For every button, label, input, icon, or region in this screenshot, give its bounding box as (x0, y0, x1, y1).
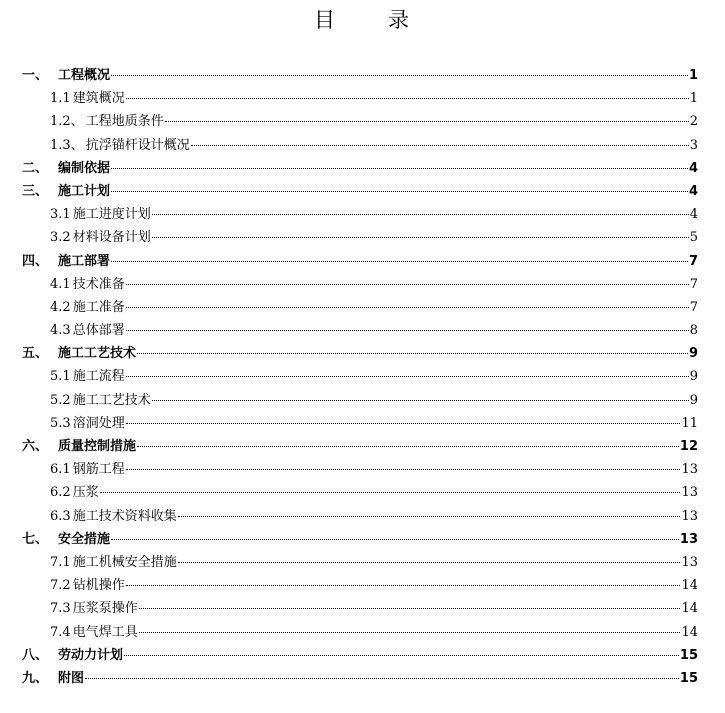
toc-entry-title: 施工工艺技术 (72, 392, 151, 408)
toc-entry-title: 施工进度计划 (72, 207, 151, 223)
toc-page-number: 4 (689, 207, 698, 223)
toc-chapter-entry[interactable] (22, 644, 698, 667)
toc-section-entry[interactable] (22, 574, 698, 597)
toc-dot-leader (126, 469, 681, 470)
toc-dot-leader (152, 400, 689, 401)
toc-page-number: 9 (688, 346, 698, 362)
toc-page-number: 4 (688, 183, 698, 199)
toc-dot-leader (178, 516, 681, 517)
toc-entry-number: 八、 (22, 647, 49, 663)
toc-entry-number: 九、 (22, 670, 49, 686)
toc-entry-number: 四、 (22, 253, 49, 269)
toc-dot-leader (152, 237, 689, 238)
toc-entry-title: 施工机械安全措施 (72, 554, 177, 570)
toc-entry-number: 1.3、 (50, 137, 84, 153)
toc-entry-number: 3.1 (50, 207, 71, 223)
toc-entry-number: 5.1 (50, 369, 71, 385)
toc-section-entry[interactable] (22, 296, 698, 319)
toc-page-number: 13 (681, 462, 698, 478)
toc-entry-number: 6.2 (50, 485, 71, 501)
toc-entry-title: 质量控制措施 (58, 439, 137, 454)
toc-chapter-entry[interactable] (22, 64, 698, 87)
toc-entry-title: 施工计划 (58, 183, 111, 199)
toc-section-entry[interactable] (22, 319, 698, 342)
toc-dot-leader (111, 539, 679, 540)
toc-dot-leader (100, 492, 681, 493)
toc-section-entry[interactable] (22, 273, 698, 296)
toc-dot-leader (111, 191, 688, 192)
toc-page-number: 14 (681, 601, 698, 617)
toc-entry-title: 压浆 (72, 485, 99, 501)
toc-dot-leader (139, 608, 681, 609)
toc-dot-leader (126, 284, 689, 285)
toc-page-number: 3 (689, 137, 698, 153)
toc-page-number: 13 (681, 554, 698, 570)
toc-entry-title: 压浆泵操作 (72, 601, 138, 617)
toc-entry-title: 施工工艺技术 (58, 346, 137, 362)
toc-page-number: 11 (681, 415, 698, 431)
toc-chapter-entry[interactable] (22, 180, 698, 203)
toc-entry-number: 1.1 (50, 91, 71, 107)
toc-entry-title: 电气焊工具 (72, 624, 138, 640)
toc-dot-leader (178, 562, 681, 563)
toc-entry-title: 劳动力计划 (58, 647, 124, 663)
toc-page-number: 9 (689, 392, 698, 408)
toc-entry-number: 一、 (22, 68, 49, 83)
toc-dot-leader (111, 168, 688, 169)
toc-dot-leader (191, 145, 689, 146)
toc-section-entry[interactable] (22, 365, 698, 388)
toc-entry-number: 7.2 (50, 578, 71, 594)
toc-entry-title: 施工流程 (72, 369, 125, 385)
toc-page-number: 8 (689, 323, 698, 339)
toc-page-number: 14 (681, 578, 698, 594)
toc-dot-leader (85, 678, 679, 679)
toc-section-entry[interactable] (22, 110, 698, 133)
toc-page-number: 14 (681, 624, 698, 640)
toc-chapter-entry[interactable] (22, 250, 698, 273)
toc-page-number: 7 (689, 276, 698, 292)
toc-entry-title: 工程地质条件 (85, 114, 164, 130)
toc-section-entry[interactable] (22, 412, 698, 435)
toc-section-entry[interactable] (22, 458, 698, 481)
toc-entry-title: 施工部署 (58, 253, 111, 269)
toc-page-number: 13 (681, 508, 698, 524)
toc-entry-number: 六、 (22, 439, 49, 454)
toc-page-number: 15 (679, 647, 698, 663)
toc-entry-number: 7.3 (50, 601, 71, 617)
toc-entry-number: 七、 (22, 531, 49, 547)
toc-page-number: 15 (679, 670, 698, 686)
toc-chapter-entry[interactable] (22, 435, 698, 458)
toc-entry-title: 附图 (58, 670, 85, 686)
toc-section-entry[interactable] (22, 621, 698, 644)
toc-title: 目 录 (314, 8, 425, 32)
toc-entry-number: 7.1 (50, 554, 71, 570)
toc-entry-number: 三、 (22, 183, 49, 199)
toc-entry-title: 建筑概况 (72, 91, 125, 107)
toc-entry-number: 1.2、 (50, 114, 84, 130)
toc-section-entry[interactable] (22, 87, 698, 110)
toc-dot-leader (126, 98, 689, 99)
toc-dot-leader (139, 632, 681, 633)
toc-entry-title: 工程概况 (58, 68, 111, 83)
toc-entry-number: 二、 (22, 160, 49, 176)
toc-page-number: 13 (679, 531, 698, 547)
toc-chapter-entry[interactable] (22, 528, 698, 551)
toc-page-number: 9 (689, 369, 698, 385)
toc-dot-leader (126, 307, 689, 308)
toc-entry-title: 抗浮锚杆设计概况 (85, 137, 190, 153)
toc-section-entry[interactable] (22, 134, 698, 157)
toc-entry-number: 4.2 (50, 299, 71, 315)
toc-entry-title: 施工准备 (72, 299, 125, 315)
toc-page-number: 4 (688, 160, 698, 176)
toc-entry-number: 3.2 (50, 230, 71, 246)
toc-section-entry[interactable] (22, 505, 698, 528)
toc-entry-number: 4.1 (50, 276, 71, 292)
toc-entry-number: 5.3 (50, 415, 71, 431)
toc-page-number: 5 (689, 230, 698, 246)
toc-section-entry[interactable] (22, 226, 698, 249)
toc-entry-title: 总体部署 (72, 323, 125, 339)
toc-dot-leader (111, 75, 688, 76)
toc-page-number: 7 (689, 299, 698, 315)
toc-section-entry[interactable] (22, 551, 698, 574)
toc-entry-title: 钻机操作 (72, 578, 125, 594)
toc-page-number: 13 (681, 485, 698, 501)
toc-dot-leader (137, 353, 688, 354)
toc-entry-title: 钢筋工程 (72, 462, 125, 478)
toc-dot-leader (124, 655, 679, 656)
toc-page-number: 2 (689, 114, 698, 130)
toc-entry-title: 材料设备计划 (72, 230, 151, 246)
toc-dot-leader (126, 423, 681, 424)
toc-chapter-entry[interactable] (22, 342, 698, 365)
toc-entry-number: 5.2 (50, 392, 71, 408)
toc-page-number: 1 (689, 91, 698, 107)
toc-section-entry[interactable] (22, 481, 698, 504)
toc-dot-leader (126, 585, 681, 586)
toc-entry-number: 6.3 (50, 508, 71, 524)
toc-entry-title: 溶洞处理 (72, 415, 125, 431)
toc-dot-leader (152, 214, 689, 215)
toc-dot-leader (126, 330, 689, 331)
toc-page-number: 12 (679, 439, 698, 454)
toc-entry-number: 6.1 (50, 462, 71, 478)
toc-entry-title: 施工技术资料收集 (72, 508, 177, 524)
toc-entry-title: 技术准备 (72, 276, 125, 292)
toc-dot-leader (126, 376, 689, 377)
toc-section-entry[interactable] (22, 389, 698, 412)
toc-page-number: 1 (688, 68, 698, 83)
toc-dot-leader (111, 261, 688, 262)
toc-chapter-entry[interactable] (22, 157, 698, 180)
toc-dot-leader (137, 446, 679, 447)
toc-list (22, 64, 698, 690)
toc-entry-number: 五、 (22, 346, 49, 362)
toc-chapter-entry[interactable] (22, 667, 698, 690)
toc-section-entry[interactable] (22, 597, 698, 620)
toc-section-entry[interactable] (22, 203, 698, 226)
toc-entry-title: 安全措施 (58, 531, 111, 547)
toc-dot-leader (165, 121, 689, 122)
toc-entry-title: 编制依据 (58, 160, 111, 176)
toc-entry-number: 4.3 (50, 323, 71, 339)
toc-page-number: 7 (688, 253, 698, 269)
toc-entry-number: 7.4 (50, 624, 71, 640)
